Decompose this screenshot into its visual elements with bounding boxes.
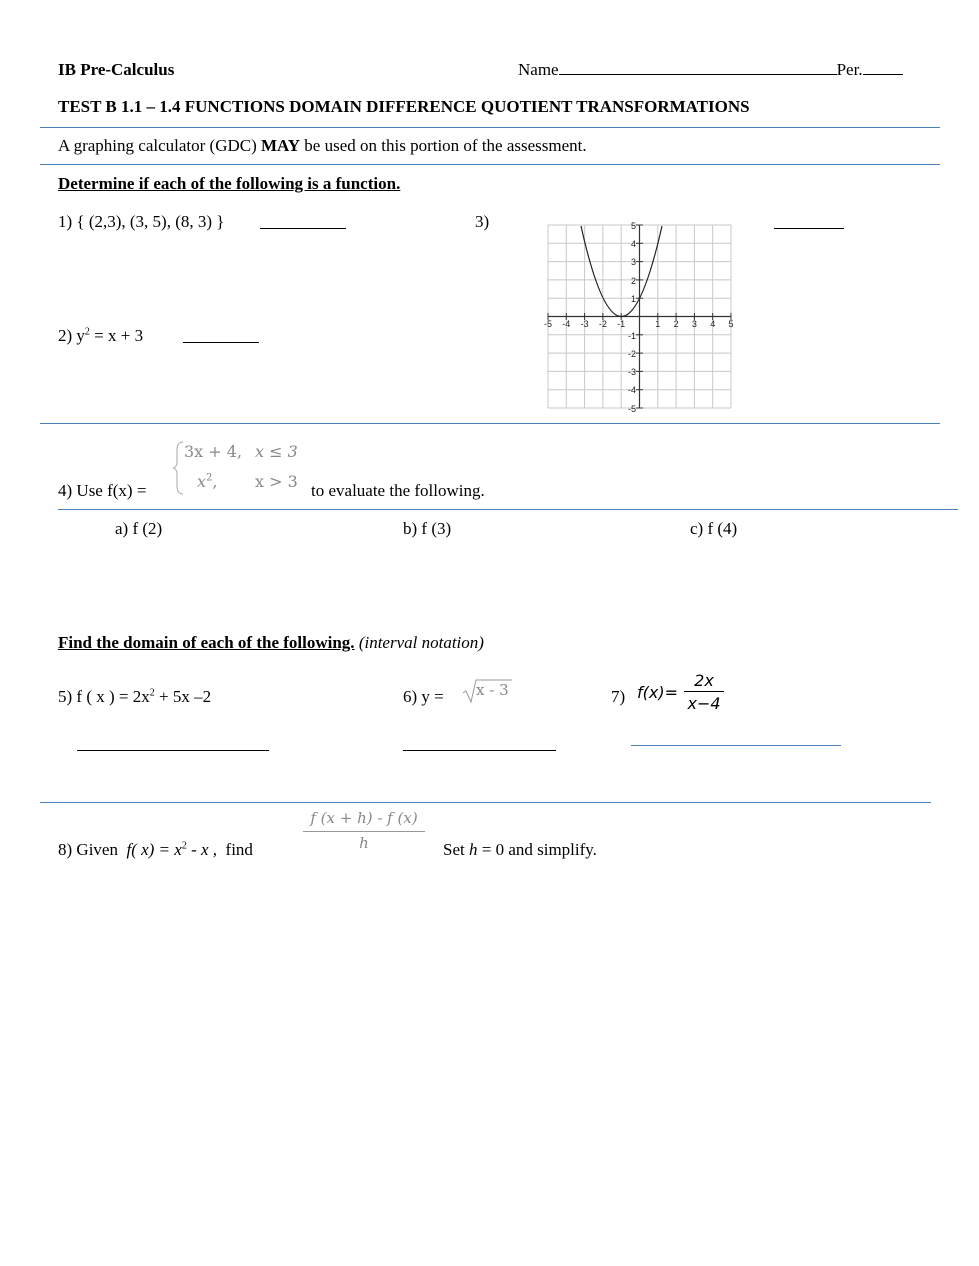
y-tick-label: -4 (627, 385, 636, 395)
answer-blank-1[interactable] (260, 214, 346, 229)
name-label: Name (518, 60, 559, 79)
piecewise-case-2-cond: x > 3 (255, 472, 298, 491)
question-7-label: 7) (611, 687, 626, 706)
answer-blank-7[interactable] (631, 745, 841, 746)
divider (40, 423, 940, 424)
question-4b: b) f (3) (403, 519, 452, 538)
y-tick-label: -3 (627, 367, 636, 377)
question-8-instruction: Set h = 0 and simplify. (443, 840, 597, 859)
question-4-suffix: to evaluate the following. (311, 481, 485, 500)
period-label: Per. (836, 60, 863, 79)
x-tick-label: 4 (710, 319, 716, 329)
x-tick-label: -2 (598, 319, 607, 329)
divider (40, 164, 940, 165)
section-heading-functions: Determine if each of the following is a function. (58, 174, 401, 193)
answer-blank-2[interactable] (183, 328, 259, 343)
answer-blank-3[interactable] (774, 214, 844, 229)
question-8: 8) Given f( $x) = x^2 - x$ , find (58, 840, 253, 859)
y-tick-label: 4 (630, 239, 636, 249)
question-4a: a) f (2) (115, 519, 163, 538)
name-blank[interactable] (559, 60, 837, 75)
x-tick-label: 3 (691, 319, 697, 329)
y-tick-label: 1 (630, 294, 636, 304)
period-blank[interactable] (863, 60, 903, 75)
question-7-numerator: 2x (694, 671, 714, 690)
graph-axes (548, 225, 734, 408)
y-tick-label: 5 (630, 221, 636, 231)
x-tick-label: 2 (673, 319, 679, 329)
x-tick-label: -5 (543, 319, 553, 329)
question-7-lhs: f(x)= (637, 683, 678, 702)
name-field[interactable] (518, 60, 903, 80)
fraction-bar (303, 831, 425, 832)
parabola-graph (540, 216, 740, 416)
x-tick-label: -3 (580, 319, 589, 329)
difference-quotient-denominator: h (359, 834, 369, 852)
question-1: 1) { (2,3), (3, 5), (8, 3) } (58, 212, 225, 231)
y-tick-label: -2 (627, 349, 636, 359)
y-tick-label: -1 (627, 331, 636, 341)
gdc-note: A graphing calculator (GDC) MAY be used on this portion of the assessment. (58, 136, 587, 155)
x-tick-label: 1 (655, 319, 661, 329)
question-6: 6) y = (403, 687, 444, 706)
course-title: IB Pre-Calculus (58, 60, 175, 79)
question-5: 5) f ( x ) = $2x^2 + 5x$ –2 (58, 687, 212, 706)
y-tick-label: 2 (630, 276, 636, 286)
y-tick-label: 3 (630, 257, 636, 267)
question-4-prefix: 4) Use f(x) = (58, 481, 147, 500)
test-title: TEST B 1.1 – 1.4 FUNCTIONS DOMAIN DIFFERENCE QUOTIENT TRANSFORMATIONS (58, 97, 750, 116)
answer-blank-5[interactable] (77, 736, 269, 751)
fraction-bar (684, 691, 724, 692)
y-tick-label: -5 (627, 404, 636, 414)
piecewise-case-1-cond: x ≤ 3 (255, 442, 298, 461)
piecewise-case-2-expr: $x^2$, (197, 472, 218, 491)
question-7-denominator: x−4 (687, 694, 721, 713)
x-tick-label: -4 (562, 319, 571, 329)
question-4c: c) f (4) (690, 519, 738, 538)
answer-blank-6[interactable] (403, 736, 556, 751)
divider (40, 127, 940, 128)
difference-quotient-numerator: f (x + h) - f (x) (310, 809, 418, 827)
divider (58, 509, 958, 510)
x-tick-label: -1 (617, 319, 626, 329)
question-3-label: 3) (475, 212, 490, 231)
divider (40, 802, 931, 803)
question-2: 2) $y^2 = x + 3$ (58, 326, 144, 345)
section-heading-domain: Find the domain of each of the following. (interval notation) (58, 633, 484, 652)
x-tick-label: 5 (728, 319, 734, 329)
piecewise-case-1-expr: 3x + 4, (184, 442, 243, 461)
question-6-radicand: x - 3 (476, 681, 509, 699)
